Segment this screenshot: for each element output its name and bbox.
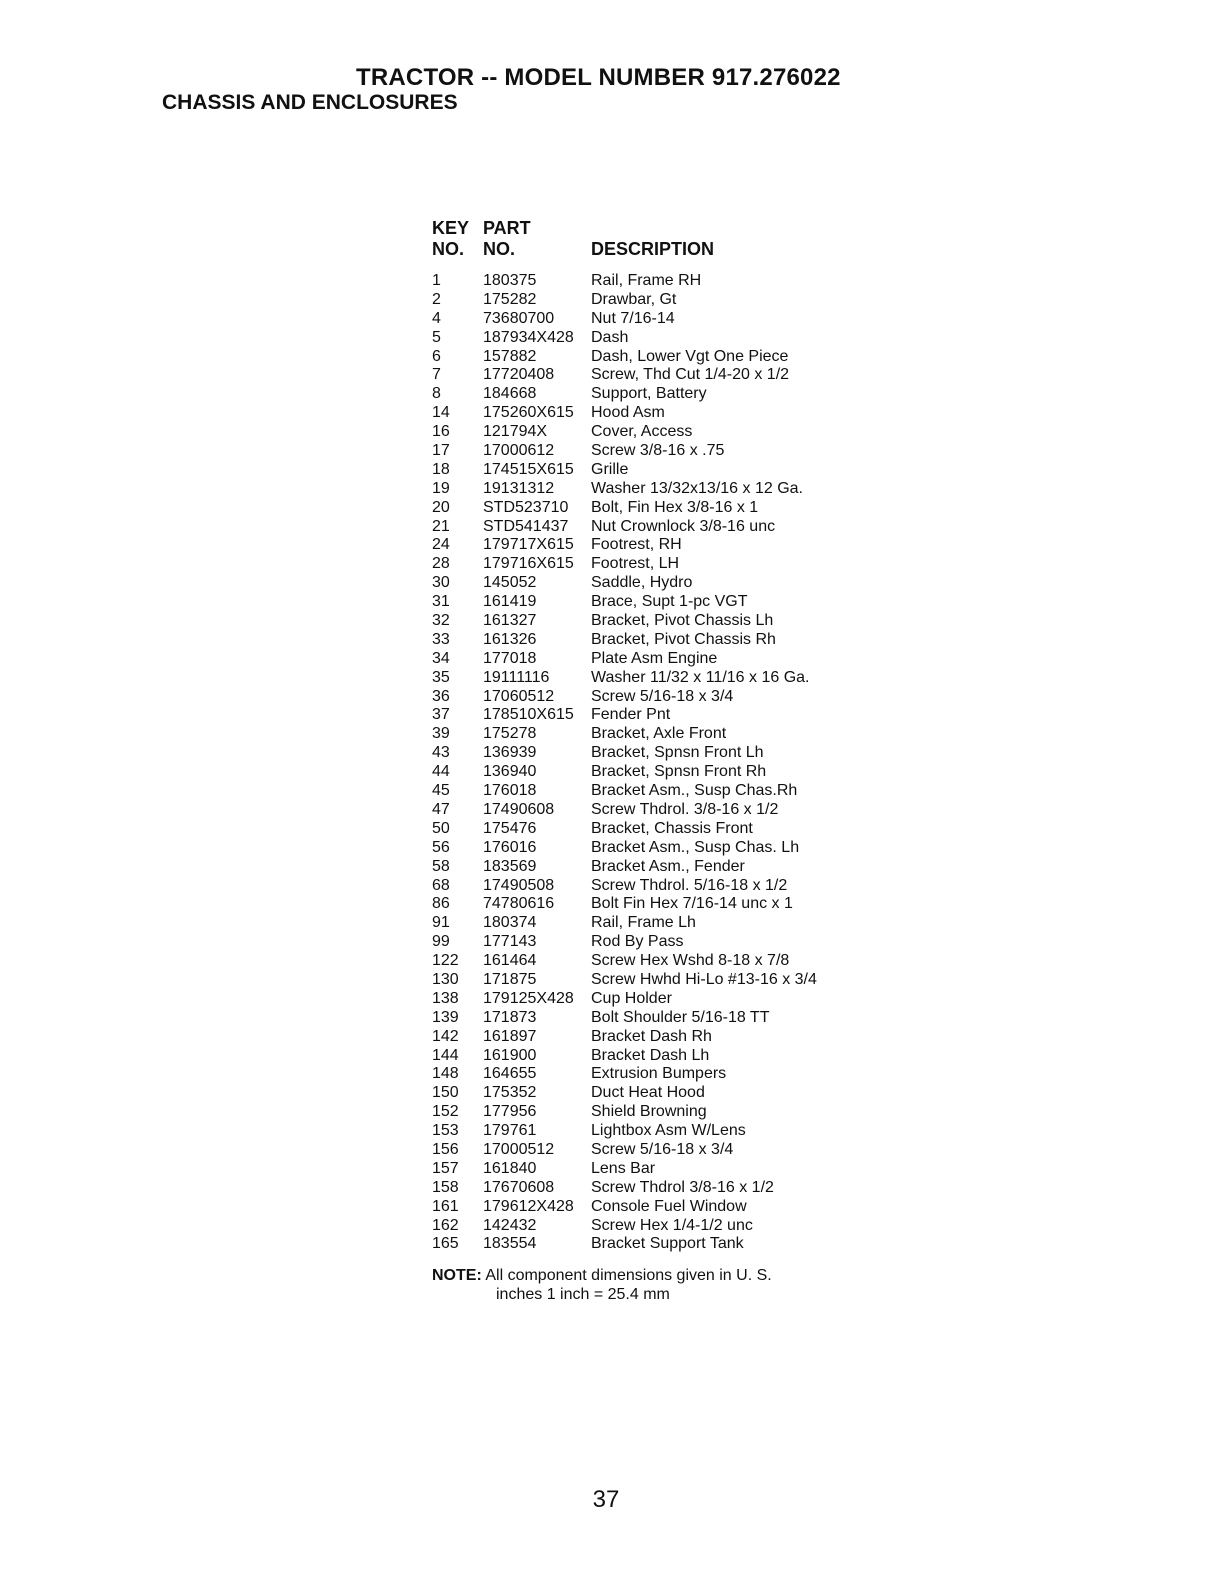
- part-description: Footrest, LH: [591, 555, 680, 573]
- key-number: 24: [432, 536, 450, 554]
- key-number: 1: [432, 272, 441, 289]
- part-description: Fender Pnt: [591, 706, 671, 724]
- part-description: Support, Battery: [591, 385, 707, 403]
- part-description: Washer 11/32 x 11/16 x 16 Ga.: [591, 668, 810, 686]
- key-number: 138: [432, 989, 459, 1007]
- table-row: [432, 839, 862, 858]
- key-number: 35: [432, 668, 450, 686]
- key-header-top: KEY: [432, 218, 470, 238]
- key-number: 153: [432, 1122, 459, 1140]
- part-description: Saddle, Hydro: [591, 574, 693, 592]
- part-number: 175476: [483, 819, 537, 837]
- part-description: Rod By Pass: [591, 933, 684, 951]
- key-number: 148: [432, 1065, 459, 1083]
- key-number: 99: [432, 933, 450, 951]
- table-row: [432, 895, 862, 914]
- note: [432, 1266, 772, 1304]
- part-description: Grille: [591, 460, 629, 478]
- part-header-top: PART: [483, 218, 531, 238]
- part-description: Shield Browning: [591, 1103, 707, 1121]
- part-description: Bracket, Pivot Chassis Lh: [591, 612, 774, 630]
- table-row: [432, 725, 862, 744]
- table-row: [432, 612, 862, 631]
- part-number: 17000512: [483, 1140, 555, 1158]
- table-row: [432, 1047, 862, 1066]
- part-number: 136940: [483, 763, 537, 781]
- part-number: 176018: [483, 782, 537, 800]
- part-number: 17000612: [483, 442, 555, 460]
- key-number: 150: [432, 1084, 459, 1102]
- part-number: 178510X615: [483, 706, 574, 724]
- table-row: [432, 272, 862, 291]
- part-number: 74780616: [483, 895, 555, 913]
- table-header-row: [432, 239, 862, 260]
- part-description: Bracket, Pivot Chassis Rh: [591, 630, 776, 648]
- key-number: 165: [432, 1235, 459, 1253]
- part-number: 164655: [483, 1065, 537, 1083]
- part-description: Screw 5/16-18 x 3/4: [591, 1140, 734, 1158]
- table-row: [432, 348, 862, 367]
- part-number: 183554: [483, 1235, 537, 1253]
- table-row: [432, 329, 862, 348]
- part-description: Washer 13/32x13/16 x 12 Ga.: [591, 479, 803, 497]
- table-row: [432, 1065, 862, 1084]
- part-description: Bolt, Fin Hex 3/8-16 x 1: [591, 498, 759, 516]
- part-number: 179612X428: [483, 1197, 574, 1215]
- key-number: 152: [432, 1103, 459, 1121]
- key-number: 161: [432, 1197, 459, 1215]
- note-text-line-2: inches 1 inch = 25.4 mm: [496, 1286, 670, 1303]
- description-header: DESCRIPTION: [591, 239, 715, 259]
- part-number: 161900: [483, 1046, 537, 1064]
- table-row: [432, 423, 862, 442]
- part-description: Screw Thdrol 3/8-16 x 1/2: [591, 1178, 774, 1196]
- part-description: Cup Holder: [591, 989, 672, 1007]
- part-number: 179717X615: [483, 536, 574, 554]
- key-number: 17: [432, 442, 450, 460]
- part-number: 174515X615: [483, 460, 574, 478]
- part-description: Bracket Dash Rh: [591, 1027, 712, 1045]
- key-number: 37: [432, 706, 450, 724]
- part-number: 161419: [483, 593, 537, 611]
- key-number: 91: [432, 914, 450, 932]
- part-number: 161327: [483, 612, 537, 630]
- part-number: 175352: [483, 1084, 537, 1102]
- key-number: 122: [432, 952, 459, 970]
- table-row: [432, 555, 862, 574]
- table-row: [432, 1235, 862, 1254]
- table-row: [432, 1217, 862, 1236]
- section-title: CHASSIS AND ENCLOSURES: [162, 91, 458, 114]
- part-number: 180374: [483, 914, 537, 932]
- part-description: Screw Thdrol. 3/8-16 x 1/2: [591, 800, 779, 818]
- part-description: Nut 7/16-14: [591, 309, 675, 327]
- part-number: 161326: [483, 630, 537, 648]
- key-number: 86: [432, 895, 450, 913]
- key-number: 21: [432, 517, 450, 535]
- table-row: [432, 952, 862, 971]
- table-row: [432, 877, 862, 896]
- table-row: [432, 574, 862, 593]
- table-row: [432, 706, 862, 725]
- key-number: 47: [432, 800, 450, 818]
- table-row: [432, 1179, 862, 1198]
- part-number: 187934X428: [483, 328, 574, 346]
- part-description: Screw 5/16-18 x 3/4: [591, 687, 734, 705]
- part-description: Bracket Asm., Fender: [591, 857, 745, 875]
- key-number: 39: [432, 725, 450, 743]
- table-row: [432, 669, 862, 688]
- part-number: 175260X615: [483, 404, 574, 422]
- part-number: 73680700: [483, 309, 555, 327]
- part-number: 17720408: [483, 366, 555, 384]
- table-row: [432, 1122, 862, 1141]
- part-description: Bracket, Spnsn Front Lh: [591, 744, 764, 762]
- table-row: [432, 1160, 862, 1179]
- key-number: 50: [432, 819, 450, 837]
- table-row: [432, 933, 862, 952]
- part-description: Screw Hwhd Hi-Lo #13-16 x 3/4: [591, 970, 817, 988]
- part-description: Dash, Lower Vgt One Piece: [591, 347, 789, 365]
- part-number: 161897: [483, 1027, 537, 1045]
- key-number: 43: [432, 744, 450, 762]
- key-number: 2: [432, 290, 441, 308]
- table-row: [432, 782, 862, 801]
- table-row: [432, 499, 862, 518]
- part-number: 17490508: [483, 876, 555, 894]
- table-row: [432, 310, 862, 329]
- key-number: 44: [432, 763, 450, 781]
- part-description: Footrest, RH: [591, 536, 682, 554]
- part-description: Bracket, Chassis Front: [591, 819, 753, 837]
- part-number: 17060512: [483, 687, 555, 705]
- part-number: 142432: [483, 1216, 537, 1234]
- key-number: 157: [432, 1159, 459, 1177]
- part-number: 179761: [483, 1122, 537, 1140]
- part-number: 179125X428: [483, 989, 574, 1007]
- part-number: 161840: [483, 1159, 537, 1177]
- part-description: Rail, Frame RH: [591, 272, 702, 289]
- part-description: Duct Heat Hood: [591, 1084, 705, 1102]
- table-row: [432, 1009, 862, 1028]
- part-description: Hood Asm: [591, 404, 665, 422]
- part-description: Screw Thdrol. 5/16-18 x 1/2: [591, 876, 788, 894]
- part-description: Bracket, Axle Front: [591, 725, 727, 743]
- part-number: 121794X: [483, 423, 548, 441]
- key-number: 32: [432, 612, 450, 630]
- key-header-bottom: NO.: [432, 239, 465, 259]
- key-number: 5: [432, 328, 441, 346]
- part-description: Bracket, Spnsn Front Rh: [591, 763, 767, 781]
- key-number: 14: [432, 404, 450, 422]
- part-description: Bolt Fin Hex 7/16-14 unc x 1: [591, 895, 793, 913]
- part-number: 175278: [483, 725, 537, 743]
- part-description: Console Fuel Window: [591, 1197, 747, 1215]
- part-number: 179716X615: [483, 555, 574, 573]
- part-number: 161464: [483, 952, 537, 970]
- table-row: [432, 914, 862, 933]
- parts-table: [432, 218, 862, 1254]
- table-row: [432, 990, 862, 1009]
- part-description: Screw Hex 1/4-1/2 unc: [591, 1216, 753, 1234]
- part-number: 171875: [483, 970, 537, 988]
- key-number: 18: [432, 460, 450, 478]
- part-description: Cover, Access: [591, 423, 693, 441]
- table-header-row: [432, 218, 862, 239]
- key-number: 56: [432, 838, 450, 856]
- key-number: 36: [432, 687, 450, 705]
- part-description: Bracket Asm., Susp Chas.Rh: [591, 782, 798, 800]
- part-number: 19111116: [483, 668, 550, 686]
- table-row: [432, 518, 862, 537]
- part-description: Bracket Dash Lh: [591, 1046, 710, 1064]
- key-number: 31: [432, 593, 450, 611]
- part-number: 175282: [483, 290, 537, 308]
- table-row: [432, 1141, 862, 1160]
- part-description: Bracket Asm., Susp Chas. Lh: [591, 838, 800, 856]
- table-row: [432, 1198, 862, 1217]
- table-row: [432, 763, 862, 782]
- part-number: 180375: [483, 272, 537, 289]
- key-number: 28: [432, 555, 450, 573]
- part-description: Lens Bar: [591, 1159, 656, 1177]
- table-row: [432, 480, 862, 499]
- table-row: [432, 631, 862, 650]
- table-row: [432, 858, 862, 877]
- table-row: [432, 291, 862, 310]
- key-number: 4: [432, 309, 441, 327]
- part-number: 171873: [483, 1008, 537, 1026]
- part-number: 136939: [483, 744, 537, 762]
- key-number: 68: [432, 876, 450, 894]
- part-description: Screw Hex Wshd 8-18 x 7/8: [591, 952, 790, 970]
- part-description: Plate Asm Engine: [591, 649, 718, 667]
- part-description: Drawbar, Gt: [591, 290, 677, 308]
- part-description: Bolt Shoulder 5/16-18 TT: [591, 1008, 770, 1026]
- table-row: [432, 650, 862, 669]
- table-row: [432, 1028, 862, 1047]
- parts-table-body: [432, 272, 862, 1254]
- part-number: 17670608: [483, 1178, 555, 1196]
- key-number: 6: [432, 347, 441, 365]
- part-number: 177018: [483, 649, 537, 667]
- table-row: [432, 442, 862, 461]
- table-row: [432, 1103, 862, 1122]
- key-number: 142: [432, 1027, 459, 1045]
- table-row: [432, 385, 862, 404]
- table-row: [432, 1084, 862, 1103]
- key-number: 30: [432, 574, 450, 592]
- table-row: [432, 971, 862, 990]
- key-number: 45: [432, 782, 450, 800]
- part-number: STD523710: [483, 498, 569, 516]
- part-number: 145052: [483, 574, 537, 592]
- part-description: Bracket Support Tank: [591, 1235, 744, 1253]
- part-number: 157882: [483, 347, 537, 365]
- table-row: [432, 744, 862, 763]
- part-number: 184668: [483, 385, 537, 403]
- table-row: [432, 536, 862, 555]
- part-description: Screw 3/8-16 x .75: [591, 442, 725, 460]
- part-header-bottom: NO.: [483, 239, 516, 259]
- part-description: Screw, Thd Cut 1/4-20 x 1/2: [591, 366, 790, 384]
- table-row: [432, 820, 862, 839]
- key-number: 162: [432, 1216, 459, 1234]
- table-row: [432, 404, 862, 423]
- table-row: [432, 366, 862, 385]
- key-number: 16: [432, 423, 450, 441]
- table-row: [432, 461, 862, 480]
- page-title: TRACTOR -- MODEL NUMBER 917.276022: [356, 64, 841, 91]
- part-number: 17490608: [483, 800, 555, 818]
- page-number: 37: [592, 1486, 620, 1513]
- part-number: 177143: [483, 933, 537, 951]
- part-number: 177956: [483, 1103, 537, 1121]
- part-description: Brace, Supt 1-pc VGT: [591, 593, 748, 611]
- key-number: 34: [432, 649, 450, 667]
- key-number: 144: [432, 1046, 459, 1064]
- key-number: 7: [432, 366, 441, 384]
- part-number: 19131312: [483, 479, 555, 497]
- table-row: [432, 593, 862, 612]
- table-row: [432, 801, 862, 820]
- part-description: Rail, Frame Lh: [591, 914, 696, 932]
- key-number: 139: [432, 1008, 459, 1026]
- note-label: NOTE:: [432, 1267, 482, 1284]
- table-row: [432, 688, 862, 707]
- key-number: 20: [432, 498, 450, 516]
- key-number: 130: [432, 970, 459, 988]
- part-number: 183569: [483, 857, 537, 875]
- key-number: 156: [432, 1140, 459, 1158]
- part-number: 176016: [483, 838, 537, 856]
- key-number: 158: [432, 1178, 459, 1196]
- key-number: 58: [432, 857, 450, 875]
- part-description: Lightbox Asm W/Lens: [591, 1122, 746, 1140]
- key-number: 33: [432, 630, 450, 648]
- key-number: 8: [432, 385, 441, 403]
- part-description: Nut Crownlock 3/8-16 unc: [591, 517, 776, 535]
- part-number: STD541437: [483, 517, 569, 535]
- key-number: 19: [432, 479, 450, 497]
- part-description: Extrusion Bumpers: [591, 1065, 727, 1083]
- note-text-line-1: All component dimensions given in U. S.: [485, 1267, 772, 1284]
- part-description: Dash: [591, 328, 629, 346]
